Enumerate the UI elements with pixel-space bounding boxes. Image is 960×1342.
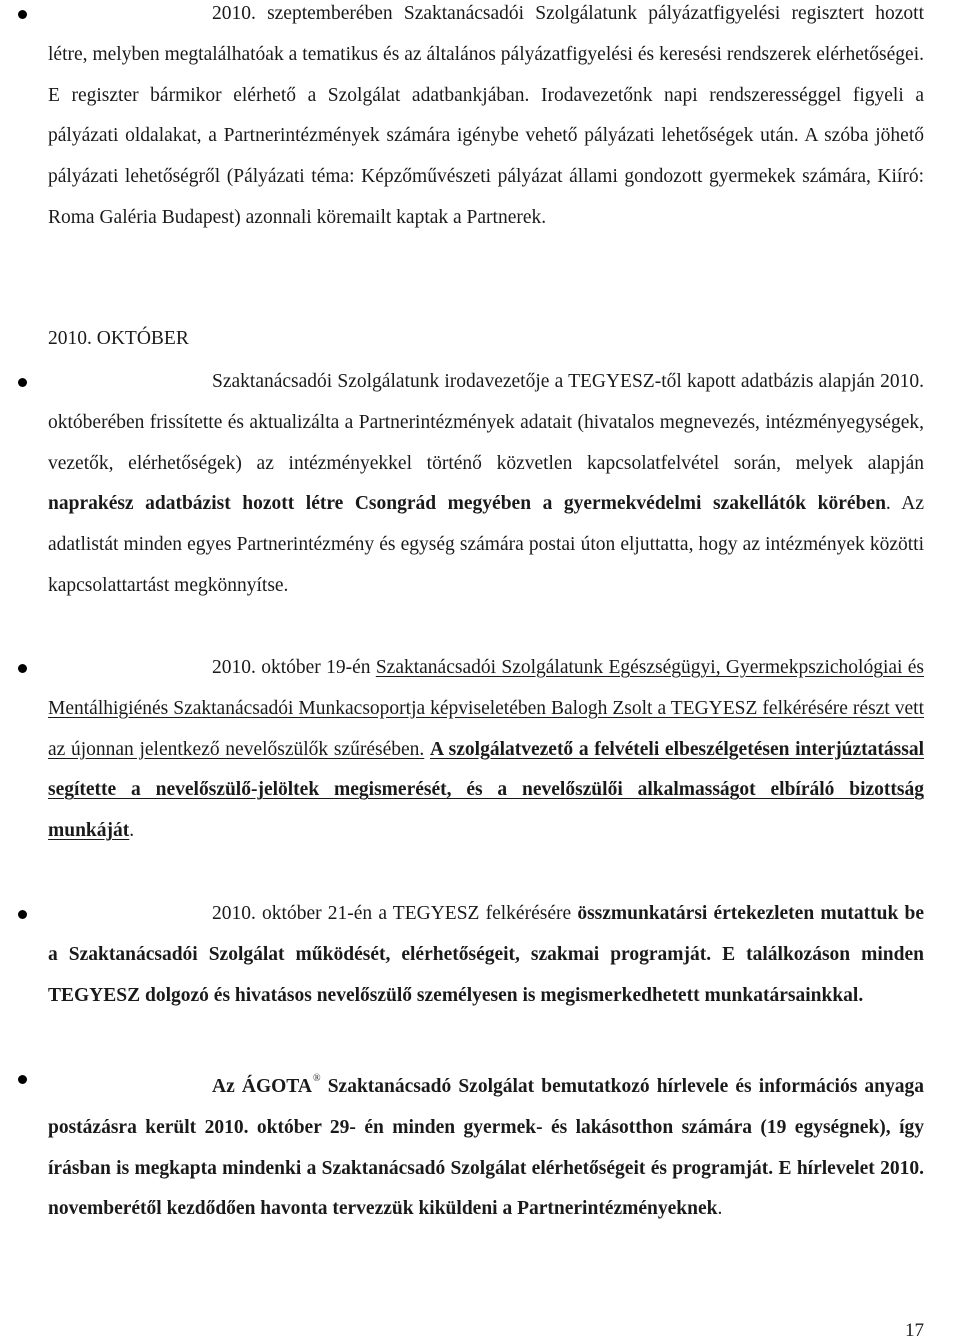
p3-bold-underlined: A szolgálatvezető a felvételi elbeszélgetésen interjúztatással segítette a nevelőszülő-jelöltek megismerését, és a nevelőszülői alkalmasságot elbíráló bizottság munkáját [48, 738, 925, 842]
p2-intro: Szaktanácsadói Szolgálatunk irodavezetője a TEGYESZ-től kapott adatbázis alapján 2010. októberében frissítette és aktualizálta a Partnerintézmények adatait (hivatalos megnevezés, intézményegységek, vezetők, elérhetőségek) az intézményekkel történő közvetlen kapcsolatfelvétel során, melyek alapján [48, 371, 924, 474]
p2-outro: . Az adatlistát minden egyes Partnerintézmény és egység számára postai úton eljuttatta, hogy az intézmények közötti kapcsolattartást megkönnyítse. [48, 493, 924, 596]
bullet-3 [18, 664, 27, 673]
bullet-4 [18, 910, 27, 919]
p5-end: . [717, 1198, 723, 1220]
p3-end: . [129, 820, 135, 842]
paragraph-nevelőszülők [48, 648, 924, 852]
paragraph-hírlevél [48, 1059, 924, 1230]
bullet-5 [18, 1075, 27, 1084]
page-number: 17 [905, 1320, 924, 1341]
p4-bold: összmunkatársi értekezleten mutattuk be a Szaktanácsadói Szolgálat működését, elérhetőségeit, szakmai programját. E találkozáson minden TEGYESZ dolgozó és hivatásos nevelőszülő személyesen is megismerkedhetett munkatársainkkal. [48, 903, 925, 1006]
section-heading: 2010. OKTÓBER [48, 328, 189, 349]
p5-lead: Az ÁGOTA [212, 1076, 312, 1097]
p1-date: 2010. [212, 3, 256, 24]
paragraph-értekezlet [48, 894, 924, 1016]
paragraph-adatbázis [48, 362, 924, 607]
p3-underlined: Szaktanácsadói Szolgálatunk Egészségügyi, Gyermekpszichológiai és Mentálhigiénés Szaktanácsadói Munkacsoportja képviseletében Balogh Zsolt a TEGYESZ felkérésére részt vett az újonnan jelentkező nevelőszülők szűrésében. [48, 657, 925, 760]
paragraph-pályázatfigyelés [48, 0, 924, 239]
bullet-1 [18, 10, 27, 19]
p5-bold: Szaktanácsadó Szolgálat bemutatkozó hírlevele és információs anyaga postázásra került 2010. október 29- én minden gyermek- és lakásotthon számára (19 egységnek), így írásban is megkapta mindenki a Szaktanácsadó Szolgálat elérhetőségeit és programját. E hírlevelet 2010. novemberétől kezdődően havonta tervezzük kiküldeni a Partnerintézményeknek [48, 1076, 925, 1220]
registered-mark: ® [312, 1073, 321, 1084]
p3-date: 2010. október 19-én [212, 657, 371, 678]
bullet-2 [18, 378, 27, 387]
p4-plain: 2010. október 21-én a TEGYESZ felkérésére [212, 903, 572, 924]
p2-bold: naprakész adatbázist hozott létre Csongrád megyében a gyermekvédelmi szakellátók körében [48, 493, 886, 515]
p1-text: szeptemberében Szaktanácsadói Szolgálatunk pályázatfigyelési regisztert hozott létre, melyben megtalálhatóak a tematikus és az általános pályázatfigyelési és keresési rendszerek elérhetőségei. E regiszter bármikor elérhető a Szolgálat adatbankjában. Irodavezetőnk napi rendszerességgel figyeli a pályázati oldalakat, a Partnerintézmények számára igénybe vehető pályázati lehetőségek után. A szóba jöhető pályázati lehetőségről (Pályázati téma: Képzőművészeti pályázat állami gondozott gyermekek számára, Kiíró: Roma Galéria Budapest) azonnali köremailt kaptak a Partnerek. [48, 3, 924, 228]
